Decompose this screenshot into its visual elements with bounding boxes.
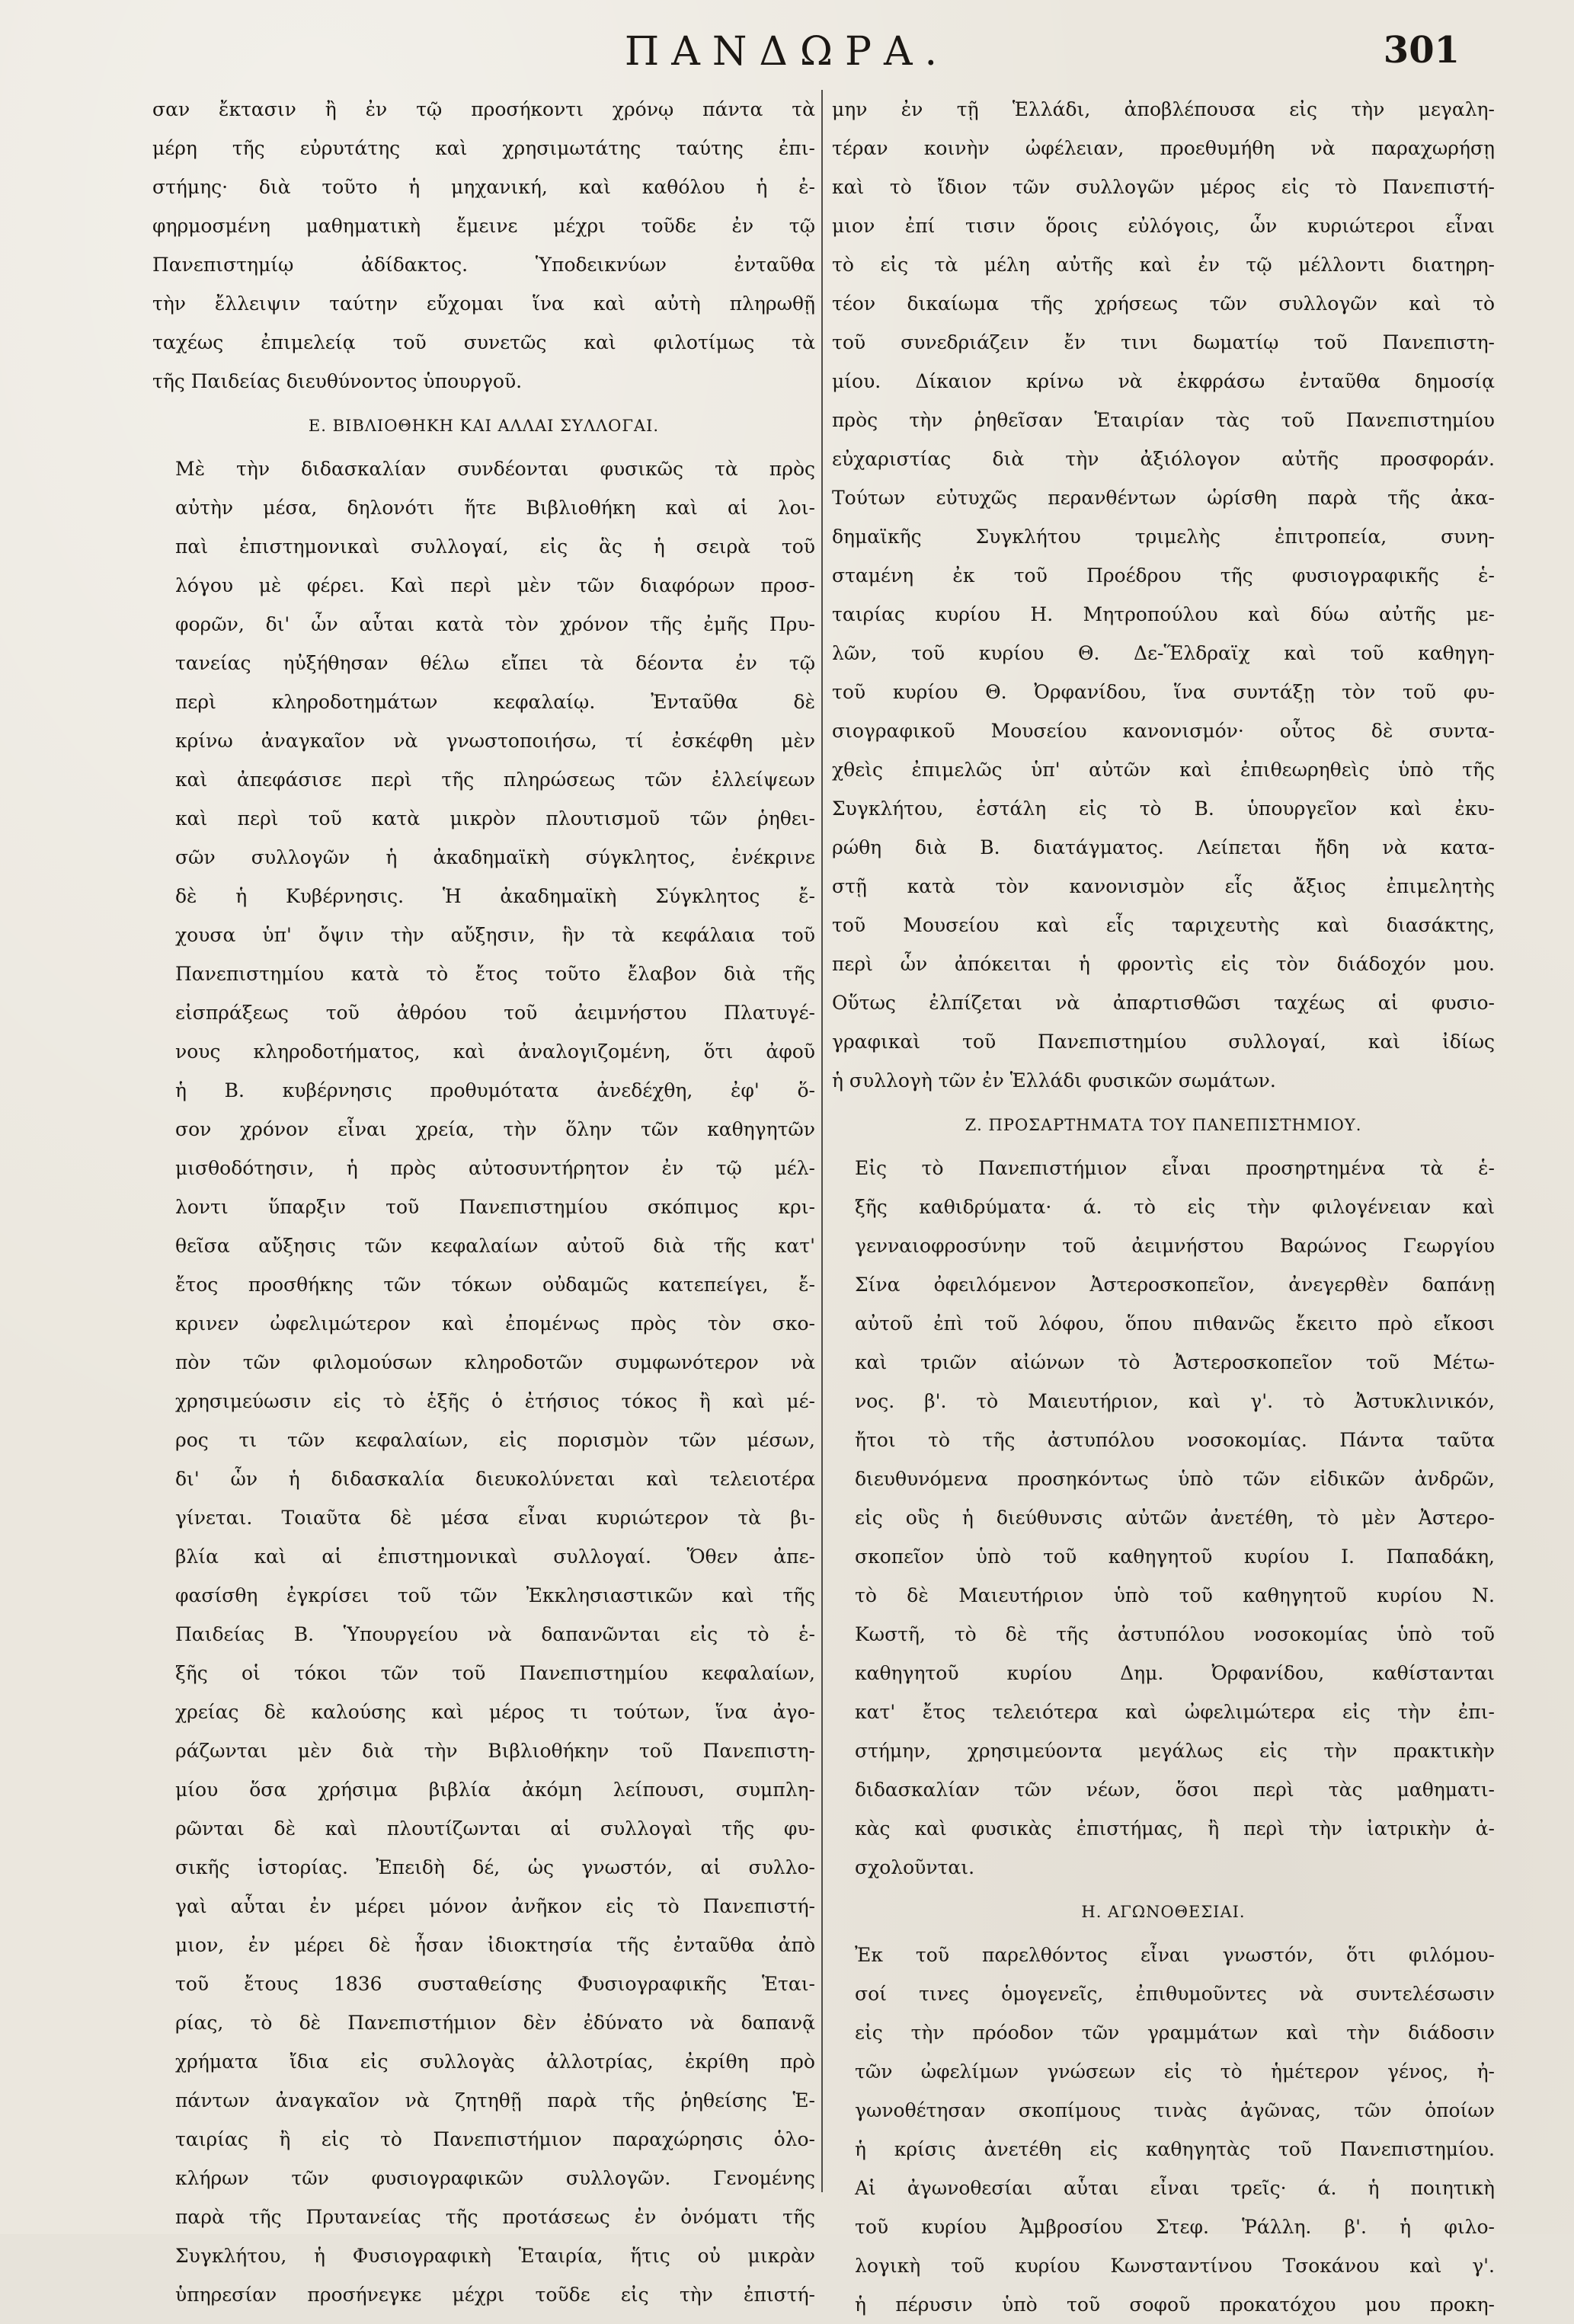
text-line: Τούτων εὐτυχῶς περανθέντων ὡρίσθη παρὰ τῆς ἀκα- xyxy=(832,487,1495,509)
text-line: φασίσθη ἐγκρίσει τοῦ τῶν Ἐκκλησιαστικῶν καὶ τῆς xyxy=(175,1584,815,1606)
text-line: κρίνω ἀναγκαῖον νὰ γνωστοποιήσω, τί ἐσκέφθη μὲν xyxy=(175,730,815,752)
text-line: χρήματα ἴδια εἰς συλλογὰς ἀλλοτρίας, ἐκρίθη πρὸ xyxy=(175,2051,815,2073)
text-line: δημαϊκῆς Συγκλήτου τριμελὴς ἐπιτροπεία, συνη- xyxy=(832,526,1495,548)
text-line: γίνεται. Τοιαῦτα δὲ μέσα εἶναι κυριώτερον τὰ βι- xyxy=(175,1507,815,1529)
section-heading-e: Ε. ΒΙΒΛΙΟΘΗΚΗ ΚΑΙ ΑΛΛΑΙ ΣΥΛΛΟΓΑΙ. xyxy=(308,417,660,435)
text-line: σικῆς ἱστορίας. Ἐπειδὴ δέ, ὡς γνωστόν, αἱ συλλο- xyxy=(175,1856,815,1878)
text-line: τοῦ συνεδριάζειν ἔν τινι δωματίῳ τοῦ Πανεπιστη- xyxy=(832,331,1495,353)
text-line: ρος τι τῶν κεφαλαίων, εἰς πορισμὸν τῶν μέσων, xyxy=(175,1429,815,1451)
text-line: περὶ κληροδοτημάτων κεφαλαίῳ. Ἐνταῦθα δὲ xyxy=(175,691,815,713)
text-line: Σίνα ὀφειλόμενον Ἀστεροσκοπεῖον, ἀνεγερθὲν δαπάνῃ xyxy=(855,1274,1495,1296)
text-line: τὴν ἔλλειψιν ταύτην εὔχομαι ἵνα καὶ αὐτὴ πληρωθῇ xyxy=(152,292,815,315)
text-line: ὑπηρεσίαν προσήνεγκε μέχρι τοῦδε εἰς τὴν ἐπιστή- xyxy=(175,2284,815,2306)
text-line: ἔτος προσθήκης τῶν τόκων οὐδαμῶς κατεπείγει, ἔ- xyxy=(175,1274,815,1296)
text-line: κρινεν ὠφελιμώτερον καὶ ἐπομένως πρὸς τὸν σκο- xyxy=(175,1312,815,1335)
text-line: ταιρίας ἢ εἰς τὸ Πανεπιστήμιον παραχώρησις ὁλο- xyxy=(175,2128,815,2150)
section-heading-h: Η. ΑΓΩΝΟΘΕΣΙΑΙ. xyxy=(1081,1903,1246,1921)
text-line: πὸν τῶν φιλομούσων κληροδοτῶν συμφωνότερον νὰ xyxy=(175,1351,815,1373)
text-line: παρὰ τῆς Πρυτανείας τῆς προτάσεως ἐν ὀνόματι τῆς xyxy=(175,2206,815,2228)
text-line: τοῦ κυρίου Θ. Ὀρφανίδου, ἵνα συντάξῃ τὸν τοῦ φυ- xyxy=(832,681,1495,703)
text-line: χρείας δὲ καλούσης καὶ μέρος τι τούτων, ἵνα ἀγο- xyxy=(175,1701,815,1723)
text-line: σον χρόνον εἶναι χρεία, τὴν ὅλην τῶν καθηγητῶν xyxy=(175,1118,815,1140)
text-line: μέρη τῆς εὐρυτάτης καὶ χρησιμωτάτης ταύτης ἐπι- xyxy=(152,137,815,159)
text-line: σχολοῦνται. xyxy=(855,1856,975,1878)
text-line: αὐτὴν μέσα, δηλονότι ἥτε Βιβλιοθήκη καὶ αἱ λοι- xyxy=(175,497,815,519)
text-line: λῶν, τοῦ κυρίου Θ. Δε-Ἕλδραϊχ καὶ τοῦ καθηγη- xyxy=(832,642,1495,664)
text-line: ταχέως ἐπιμελείᾳ τοῦ συνετῶς καὶ φιλοτίμως τὰ xyxy=(152,331,815,353)
text-line: δὲ ἡ Κυβέρνησις. Ἡ ἀκαδημαϊκὴ Σύγκλητος ἔ- xyxy=(175,885,815,907)
text-line: χθεὶς ἐπιμελῶς ὑπ' αὐτῶν καὶ ἐπιθεωρηθεὶς ὑπὸ τῆς xyxy=(832,759,1495,781)
text-line: ράζωνται μὲν διὰ τὴν Βιβλιοθήκην τοῦ Πανεπιστη- xyxy=(175,1740,815,1762)
text-line: μιον ἐπί τισιν ὅροις εὐλόγοις, ὧν κυριώτεροι εἶναι xyxy=(832,215,1495,237)
text-line: τοῦ κυρίου Ἀμβροσίου Στεφ. Ῥάλλη. β'. ἡ φιλο- xyxy=(855,2216,1495,2238)
text-line: Μὲ τὴν διδασκαλίαν συνδέονται φυσικῶς τὰ πρὸς xyxy=(175,458,815,480)
text-line: παὶ ἐπιστημονικαὶ συλλογαί, εἰς ἃς ἡ σειρὰ τοῦ xyxy=(175,535,815,558)
text-line: φηρμοσμένη μαθηματικὴ ἔμεινε μέχρι τοῦδε ἐν τῷ xyxy=(152,215,815,237)
left-paragraph-2 xyxy=(152,449,815,2314)
text-line: Συγκλήτου, ἐστάλη εἰς τὸ Β. ὑπουργεῖον καὶ ἐκυ- xyxy=(832,798,1495,820)
column-divider xyxy=(821,90,823,2192)
text-line: γενναιοφροσύνην τοῦ ἀειμνήστου Βαρώνος Γεωργίου xyxy=(855,1235,1495,1257)
text-line: στῇ κατὰ τὸν κανονισμὸν εἷς ἄξιος ἐπιμελητὴς xyxy=(832,875,1495,897)
text-line: ρώθη διὰ Β. διατάγματος. Λείπεται ἤδη νὰ κατα- xyxy=(832,836,1495,858)
text-line: τέον δικαίωμα τῆς χρήσεως τῶν συλλογῶν καὶ τὸ xyxy=(832,292,1495,315)
text-line: σκοπεῖον ὑπὸ τοῦ καθηγητοῦ κυρίου Ι. Παπαδάκη, xyxy=(855,1546,1495,1568)
text-line: μίου. Δίκαιον κρίνω νὰ ἐκφράσω ἐνταῦθα δημοσίᾳ xyxy=(832,370,1495,392)
text-line: ἡ πέρυσιν ὑπὸ τοῦ σοφοῦ προκατόχου μου προκη- xyxy=(855,2294,1495,2316)
text-line: καὶ τριῶν αἰώνων τὸ Ἀστεροσκοπεῖον τοῦ Μέτω- xyxy=(855,1351,1495,1373)
text-line: πρὸς τὴν ῥηθεῖσαν Ἑταιρίαν τὰς τοῦ Πανεπιστημίου xyxy=(832,409,1495,431)
text-line: αὐτοῦ ἐπὶ τοῦ λόφου, ὅπου πιθανῶς ἔκειτο πρὸ εἴκοσι xyxy=(855,1312,1495,1335)
text-line: Παιδείας Β. Ὑπουργείου νὰ δαπανῶνται εἰς τὸ ἑ- xyxy=(175,1623,815,1645)
text-line: ρίας, τὸ δὲ Πανεπιστήμιον δὲν ἐδύνατο νὰ δαπανᾷ xyxy=(175,2012,815,2034)
text-line: εἰς τὴν πρόοδον τῶν γραμμάτων καὶ τὴν διάδοσιν xyxy=(855,2022,1495,2044)
text-line: κατ' ἔτος τελειότερα καὶ ὠφελιμώτερα εἰς τὴν ἐπι- xyxy=(855,1701,1495,1723)
journal-title: ΠΑΝΔΩΡΑ. xyxy=(624,29,950,75)
text-line: καθηγητοῦ κυρίου Δημ. Ὀρφανίδου, καθίστανται xyxy=(855,1662,1495,1684)
text-line: Ἐκ τοῦ παρελθόντος εἶναι γνωστόν, ὅτι φιλόμου- xyxy=(855,1944,1495,1966)
text-line: τῶν ὠφελίμων γνώσεων εἰς τὸ ἡμέτερον γένος, ἠ- xyxy=(855,2060,1495,2083)
text-line: γαὶ αὗται ἐν μέρει μόνον ἀνῆκον εἰς τὸ Πανεπιστή- xyxy=(175,1895,815,1917)
text-line: μιον, ἐν μέρει δὲ ἦσαν ἰδιοκτησία τῆς ἐνταῦθα ἀπὸ xyxy=(175,1934,815,1956)
right-column xyxy=(832,90,1495,2316)
text-line: χουσα ὑπ' ὄψιν τὴν αὔξησιν, ἣν τὰ κεφάλαια τοῦ xyxy=(175,924,815,946)
right-paragraph-3 xyxy=(832,1936,1495,2324)
text-line: Οὕτως ἐλπίζεται νὰ ἀπαρτισθῶσι ταχέως αἱ φυσιο- xyxy=(832,992,1495,1014)
text-line: κὰς καὶ φυσικὰς ἐπιστήμας, ἢ περὶ τὴν ἰατρικὴν ἀ- xyxy=(855,1817,1495,1840)
text-line: εὐχαριστίας διὰ τὴν ἀξιόλογον αὐτῆς προσφοράν. xyxy=(832,448,1495,470)
text-line: διδασκαλίαν τῶν νέων, ὅσοι περὶ τὰς μαθηματι- xyxy=(855,1779,1495,1801)
running-header xyxy=(114,29,1460,75)
text-line: σοί τινες ὁμογενεῖς, ἐπιθυμοῦντες νὰ συντελέσωσιν xyxy=(855,1983,1495,2005)
text-line: τανείας ηὐξήθησαν θέλω εἴπει τὰ δέοντα ἐν τῷ xyxy=(175,652,815,674)
text-line: κλήρων τῶν φυσιογραφικῶν συλλογῶν. Γενομένης xyxy=(175,2167,815,2189)
text-line: ταιρίας κυρίου Η. Μητροπούλου καὶ δύω αὐτῆς με- xyxy=(832,603,1495,625)
text-line: ἤτοι τὸ τῆς ἀστυπόλου νοσοκομίας. Πάντα ταῦτα xyxy=(855,1429,1495,1451)
text-line: πάντων ἀναγκαῖον νὰ ζητηθῇ παρὰ τῆς ῥηθείσης Ἑ- xyxy=(175,2089,815,2111)
text-line: λόγου μὲ φέρει. Καὶ περὶ μὲν τῶν διαφόρων προσ- xyxy=(175,574,815,596)
section-heading-z: Ζ. ΠΡΟΣΑΡΤΗΜΑΤΑ ΤΟΥ ΠΑΝΕΠΙΣΤΗΜΙΟΥ. xyxy=(965,1116,1362,1134)
text-line: τῆς Παιδείας διευθύνοντος ὑπουργοῦ. xyxy=(152,370,523,392)
text-line: σιογραφικοῦ Μουσείου κανονισμόν· οὗτος δὲ συντα- xyxy=(832,720,1495,742)
page-number: 301 xyxy=(1383,29,1460,72)
text-line: ξῆς καθιδρύματα· ά. τὸ εἰς τὴν φιλογένειαν καὶ xyxy=(855,1196,1495,1218)
text-line: φορῶν, δι' ὧν αὗται κατὰ τὸν χρόνον τῆς ἐμῆς Πρυ- xyxy=(175,613,815,635)
text-line: χρησιμεύωσιν εἰς τὸ ἑξῆς ὁ ἐτήσιος τόκος ἢ καὶ μέ- xyxy=(175,1390,815,1412)
text-line: νος. β'. τὸ Μαιευτήριον, καὶ γ'. τὸ Ἀστυκλινικόν, xyxy=(855,1390,1495,1412)
text-line: τὸ δὲ Μαιευτήριον ὑπὸ τοῦ καθηγητοῦ κυρίου Ν. xyxy=(855,1584,1495,1606)
text-line: Αἱ ἀγωνοθεσίαι αὗται εἶναι τρεῖς· ά. ἡ ποιητικὴ xyxy=(855,2177,1495,2199)
text-line: καὶ τὸ ἴδιον τῶν συλλογῶν μέρος εἰς τὸ Πανεπιστή- xyxy=(832,176,1495,198)
text-line: καὶ περὶ τοῦ κατὰ μικρὸν πλουτισμοῦ τῶν ῥηθει- xyxy=(175,807,815,830)
text-line: λογικὴ τοῦ κυρίου Κωνσταντίνου Τσοκάνου καὶ γ'. xyxy=(855,2255,1495,2277)
right-paragraph-2 xyxy=(832,1149,1495,1887)
text-line: θεῖσα αὔξησις τῶν κεφαλαίων αὐτοῦ διὰ τῆς κατ' xyxy=(175,1235,815,1257)
text-line: περὶ ὧν ἀπόκειται ἡ φροντὶς εἰς τὸν διάδοχόν μου. xyxy=(832,953,1495,975)
text-line: γωνοθέτησαν σκοπίμους τινὰς ἀγῶνας, τῶν ὁποίων xyxy=(855,2099,1495,2121)
text-line: εἰς οὓς ἡ διεύθυνσις αὐτῶν ἀνετέθη, τὸ μὲν Ἀστερο- xyxy=(855,1507,1495,1529)
text-line: Πανεπιστημίου κατὰ τὸ ἔτος τοῦτο ἔλαβον διὰ τῆς xyxy=(175,963,815,985)
text-line: ρῶνται δὲ καὶ πλουτίζωνται αἱ συλλογαὶ τῆς φυ- xyxy=(175,1817,815,1840)
text-line: τοῦ ἔτους 1836 συσταθείσης Φυσιογραφικῆς Ἑται- xyxy=(175,1973,815,1995)
text-line: στήμης· διὰ τοῦτο ἡ μηχανική, καὶ καθόλου ἡ ἐ- xyxy=(152,176,815,198)
text-line: σῶν συλλογῶν ἡ ἀκαδημαϊκὴ σύγκλητος, ἐνέκρινε xyxy=(175,846,815,868)
text-line: σταμένη ἐκ τοῦ Προέδρου τῆς φυσιογραφικῆς ἑ- xyxy=(832,564,1495,587)
right-paragraph-1 xyxy=(832,90,1495,1100)
text-line: διευθυνόμενα προσηκόντως ὑπὸ τῶν εἰδικῶν ἀνδρῶν, xyxy=(855,1468,1495,1490)
text-line: τὸ εἰς τὰ μέλη αὐτῆς καὶ ἐν τῷ μέλλοντι διατηρη- xyxy=(832,254,1495,276)
text-line: γραφικαὶ τοῦ Πανεπιστημίου συλλογαί, καὶ ἰδίως xyxy=(832,1031,1495,1053)
left-column xyxy=(152,90,815,2306)
text-line: στήμην, χρησιμεύοντα μεγάλως εἰς τὴν πρακτικὴν xyxy=(855,1740,1495,1762)
text-line: εἰσπράξεως τοῦ ἀθρόου τοῦ ἀειμνήστου Πλατυγέ- xyxy=(175,1002,815,1024)
text-line: σαν ἔκτασιν ἢ ἐν τῷ προσήκοντι χρόνῳ πάντα τὰ xyxy=(152,98,815,120)
text-line: ἡ συλλογὴ τῶν ἐν Ἑλλάδι φυσικῶν σωμάτων. xyxy=(832,1069,1276,1092)
text-line: δι' ὧν ἡ διδασκαλία διευκολύνεται καὶ τελειοτέρα xyxy=(175,1468,815,1490)
text-line: μισθοδότησιν, ἡ πρὸς αὐτοσυντήρητον ἐν τῷ μέλ- xyxy=(175,1157,815,1179)
text-line: Πανεπιστημίῳ ἀδίδακτος. Ὑποδεικνύων ἐνταῦθα xyxy=(152,254,815,276)
text-line: ἡ κρίσις ἀνετέθη εἰς καθηγητὰς τοῦ Πανεπιστημίου. xyxy=(855,2138,1495,2160)
text-line: τέραν κοινὴν ὠφέλειαν, προεθυμήθη νὰ παραχωρήσῃ xyxy=(832,137,1495,159)
text-line: ἡ Β. κυβέρνησις προθυμότατα ἀνεδέχθη, ἐφ' ὅ- xyxy=(175,1079,815,1101)
text-line: λοντι ὕπαρξιν τοῦ Πανεπιστημίου σκόπιμος κρι- xyxy=(175,1196,815,1218)
text-line: νους κληροδοτήματος, καὶ ἀναλογιζομένη, ὅτι ἀφοῦ xyxy=(175,1041,815,1063)
text-line: μίου ὅσα χρήσιμα βιβλία ἀκόμη λείπουσι, συμπλη- xyxy=(175,1779,815,1801)
text-line: μην ἐν τῇ Ἑλλάδι, ἀποβλέπουσα εἰς τὴν μεγαλη- xyxy=(832,98,1495,120)
text-line: Εἰς τὸ Πανεπιστήμιον εἶναι προσηρτημένα τὰ ἑ- xyxy=(855,1157,1495,1179)
left-paragraph-1 xyxy=(152,90,815,401)
text-line: τοῦ Μουσείου καὶ εἷς ταριχευτὴς καὶ διασάκτης, xyxy=(832,914,1495,936)
text-line: ξῆς οἱ τόκοι τῶν τοῦ Πανεπιστημίου κεφαλαίων, xyxy=(175,1662,815,1684)
text-line: βλία καὶ αἱ ἐπιστημονικαὶ συλλογαί. Ὅθεν ἀπε- xyxy=(175,1546,815,1568)
text-line: καὶ ἀπεφάσισε περὶ τῆς πληρώσεως τῶν ἐλλείψεων xyxy=(175,769,815,791)
text-line: Συγκλήτου, ἡ Φυσιογραφικὴ Ἑταιρία, ἥτις οὐ μικρὰν xyxy=(175,2245,815,2267)
text-line: Κωστῆ, τὸ δὲ τῆς ἀστυπόλου νοσοκομίας ὑπὸ τοῦ xyxy=(855,1623,1495,1645)
